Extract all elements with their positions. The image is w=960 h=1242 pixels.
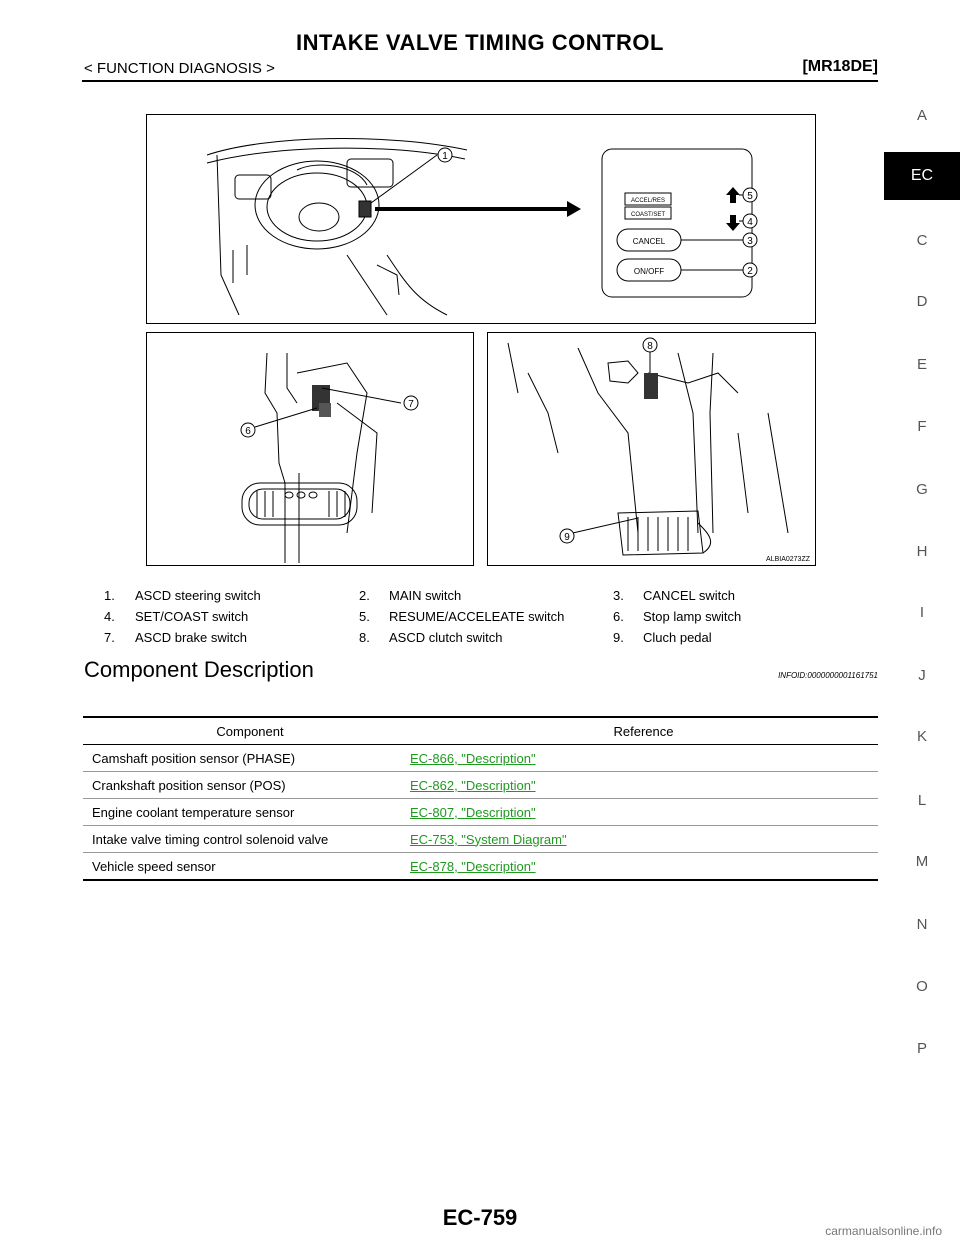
cancel-label: CANCEL bbox=[632, 237, 666, 246]
table-row bbox=[83, 826, 878, 853]
svg-text:8: 8 bbox=[647, 341, 653, 352]
svg-text:3: 3 bbox=[747, 236, 753, 247]
figure-code: ALBIA0273ZZ bbox=[766, 556, 810, 563]
side-index-l[interactable]: L bbox=[917, 792, 927, 809]
svg-text:1: 1 bbox=[442, 151, 448, 162]
svg-text:4: 4 bbox=[747, 217, 753, 228]
reference-cell bbox=[409, 799, 878, 826]
dashboard-illustration bbox=[147, 115, 815, 323]
svg-text:6: 6 bbox=[245, 426, 251, 437]
section-breadcrumb: < FUNCTION DIAGNOSIS > bbox=[84, 60, 275, 77]
table-header-row bbox=[83, 717, 878, 745]
callout-8 bbox=[643, 338, 657, 352]
legend-text-7: ASCD brake switch bbox=[135, 630, 247, 645]
column-header-component: Component bbox=[83, 717, 409, 745]
reference-link[interactable]: EC-866, "Description" bbox=[410, 750, 536, 766]
section-heading: Component Description bbox=[84, 657, 314, 682]
legend-text-6: Stop lamp switch bbox=[643, 609, 742, 624]
side-index-f[interactable]: F bbox=[917, 418, 927, 435]
reference-cell bbox=[409, 745, 878, 772]
side-index-k[interactable]: K bbox=[916, 728, 927, 745]
side-index-a[interactable]: A bbox=[916, 107, 927, 124]
component-name: Engine coolant temperature sensor bbox=[83, 799, 409, 826]
legend-number-4: 4. bbox=[104, 609, 115, 624]
legend-text-4: SET/COAST switch bbox=[135, 609, 249, 624]
legend-text-3: CANCEL switch bbox=[643, 588, 735, 603]
component-name: Intake valve timing control solenoid valve bbox=[83, 826, 409, 853]
side-index-i[interactable]: I bbox=[919, 604, 925, 621]
component-name: Vehicle speed sensor bbox=[83, 853, 409, 881]
svg-text:9: 9 bbox=[564, 532, 570, 543]
reference-link[interactable]: EC-862, "Description" bbox=[410, 777, 536, 793]
legend-number-8: 8. bbox=[359, 630, 370, 645]
legend-text-1: ASCD steering switch bbox=[135, 588, 261, 603]
side-index-c[interactable]: C bbox=[916, 232, 928, 249]
callout-4 bbox=[743, 214, 757, 228]
legend-text-2: MAIN switch bbox=[389, 588, 462, 603]
page-number: EC-759 bbox=[442, 1205, 518, 1230]
page-title: INTAKE VALVE TIMING CONTROL bbox=[296, 30, 664, 55]
legend-text-5: RESUME/ACCELEATE switch bbox=[389, 609, 565, 624]
reference-cell bbox=[409, 826, 878, 853]
legend-number-3: 3. bbox=[613, 588, 624, 603]
engine-code: [MR18DE] bbox=[802, 58, 878, 75]
component-reference-table bbox=[83, 716, 878, 881]
side-index-n[interactable]: N bbox=[916, 916, 928, 933]
side-index-d[interactable]: D bbox=[916, 293, 928, 310]
side-index-p[interactable]: P bbox=[916, 1040, 927, 1057]
brake-pedal-illustration bbox=[147, 333, 473, 565]
table-row bbox=[83, 745, 878, 772]
on-off-label: ON/OFF bbox=[633, 267, 665, 276]
info-id: INFOID:0000000001161751 bbox=[778, 671, 878, 680]
reference-cell bbox=[409, 853, 878, 881]
svg-text:5: 5 bbox=[747, 191, 753, 202]
side-index-active-tab[interactable]: EC bbox=[884, 152, 960, 200]
figure-clutch-panel bbox=[487, 332, 816, 566]
callout-5 bbox=[743, 188, 757, 202]
reference-link[interactable]: EC-807, "Description" bbox=[410, 804, 536, 820]
clutch-pedal-illustration bbox=[488, 333, 815, 565]
svg-text:7: 7 bbox=[408, 399, 414, 410]
side-index-h[interactable]: H bbox=[916, 543, 928, 560]
callout-6 bbox=[241, 423, 255, 437]
legend-number-6: 6. bbox=[613, 609, 624, 624]
watermark: carmanualsonline.info bbox=[825, 1224, 942, 1238]
legend-number-9: 9. bbox=[613, 630, 624, 645]
side-index-o[interactable]: O bbox=[916, 978, 928, 995]
table-row bbox=[83, 799, 878, 826]
component-name: Camshaft position sensor (PHASE) bbox=[83, 745, 409, 772]
legend-number-7: 7. bbox=[104, 630, 115, 645]
accel-res-label: ACCEL/RES bbox=[630, 198, 666, 204]
pointer-arrow bbox=[375, 201, 581, 217]
callout-9 bbox=[560, 529, 574, 543]
reference-link[interactable]: EC-753, "System Diagram" bbox=[410, 831, 567, 847]
side-index-m[interactable]: M bbox=[915, 853, 929, 870]
header-rule bbox=[82, 80, 878, 82]
reference-link[interactable]: EC-878, "Description" bbox=[410, 858, 536, 874]
component-name: Crankshaft position sensor (POS) bbox=[83, 772, 409, 799]
column-header-reference: Reference bbox=[409, 717, 878, 745]
legend-text-8: ASCD clutch switch bbox=[389, 630, 503, 645]
figure-steering-panel bbox=[146, 114, 816, 324]
legend-number-1: 1. bbox=[104, 588, 115, 603]
table-row bbox=[83, 853, 878, 881]
callout-2 bbox=[743, 263, 757, 277]
callout-1 bbox=[438, 148, 452, 162]
legend-number-2: 2. bbox=[359, 588, 370, 603]
callout-7 bbox=[404, 396, 418, 410]
svg-text:2: 2 bbox=[747, 266, 753, 277]
figure-brake-panel bbox=[146, 332, 474, 566]
side-index-g[interactable]: G bbox=[916, 481, 928, 498]
clutch-switch-block bbox=[644, 373, 658, 399]
callout-3 bbox=[743, 233, 757, 247]
table-row bbox=[83, 772, 878, 799]
legend-number-5: 5. bbox=[359, 609, 370, 624]
side-index-e[interactable]: E bbox=[916, 356, 927, 373]
legend-text-9: Cluch pedal bbox=[643, 630, 712, 645]
coast-set-label: COAST/SET bbox=[630, 212, 666, 218]
reference-cell bbox=[409, 772, 878, 799]
side-index-j[interactable]: J bbox=[918, 667, 926, 684]
